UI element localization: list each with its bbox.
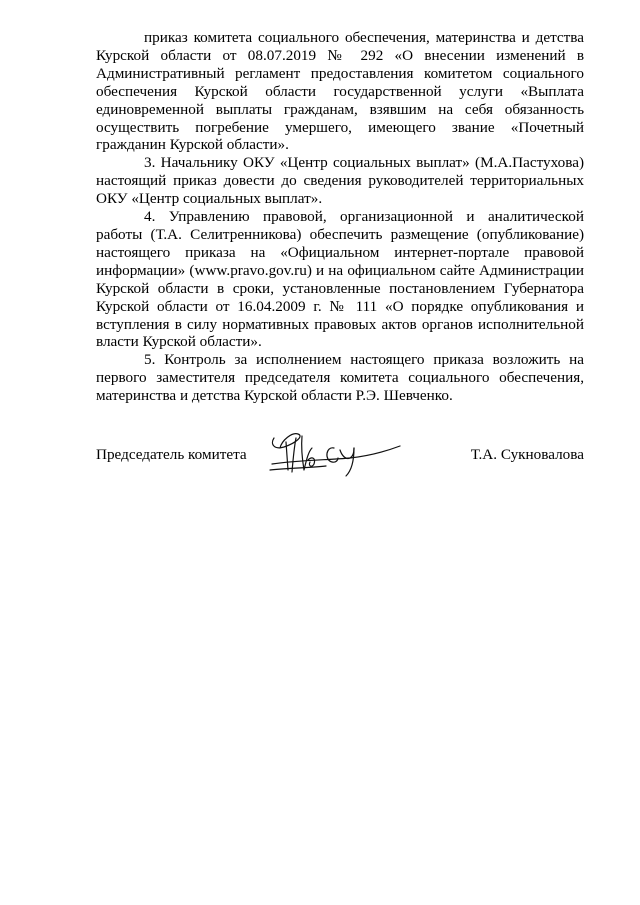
handwritten-signature	[268, 430, 408, 480]
paragraph-item-3: 3. Начальнику ОКУ «Центр социальных выплат» (М.А.Пастухова) настоящий приказ довести до сведения руководителей территориальных ОКУ «Центр социальных выплат».	[96, 154, 584, 208]
signer-name: Т.А. Сукновалова	[470, 446, 584, 463]
signature-block	[96, 446, 584, 486]
paragraph-item-5: 5. Контроль за исполнением настоящего приказа возложить на первого заместителя председателя комитета социального обеспечения, материнства и детства Курской области Р.Э. Шевченко.	[96, 351, 584, 405]
document-body	[96, 29, 584, 405]
signer-role: Председатель комитета	[96, 446, 247, 463]
paragraph-item-4: 4. Управлению правовой, организационной и аналитической работы (Т.А. Селитренникова) обеспечить размещение (опубликование) настоящего приказа на «Официальном интернет-портале правовой информации» (www.pravo.gov.ru) и на официальном сайте Администрации Курской области в сроки, установленные постановлением Губернатора Курской области от 16.04.2009 г. № 111 «О порядке опубликования и вступления в силу нормативных правовых актов органов исполнительной власти Курской области».	[96, 208, 584, 351]
paragraph-continuation: приказ комитета социального обеспечения, материнства и детства Курской области от 08.07.2019 № 292 «О внесении изменений в Административный регламент предоставления комитетом социального обеспечения Курской области государственной услуги «Выплата единовременной выплаты гражданам, взявшим на себя обязанность осуществить погребение умершего, имеющего звание «Почетный гражданин Курской области».	[96, 29, 584, 154]
